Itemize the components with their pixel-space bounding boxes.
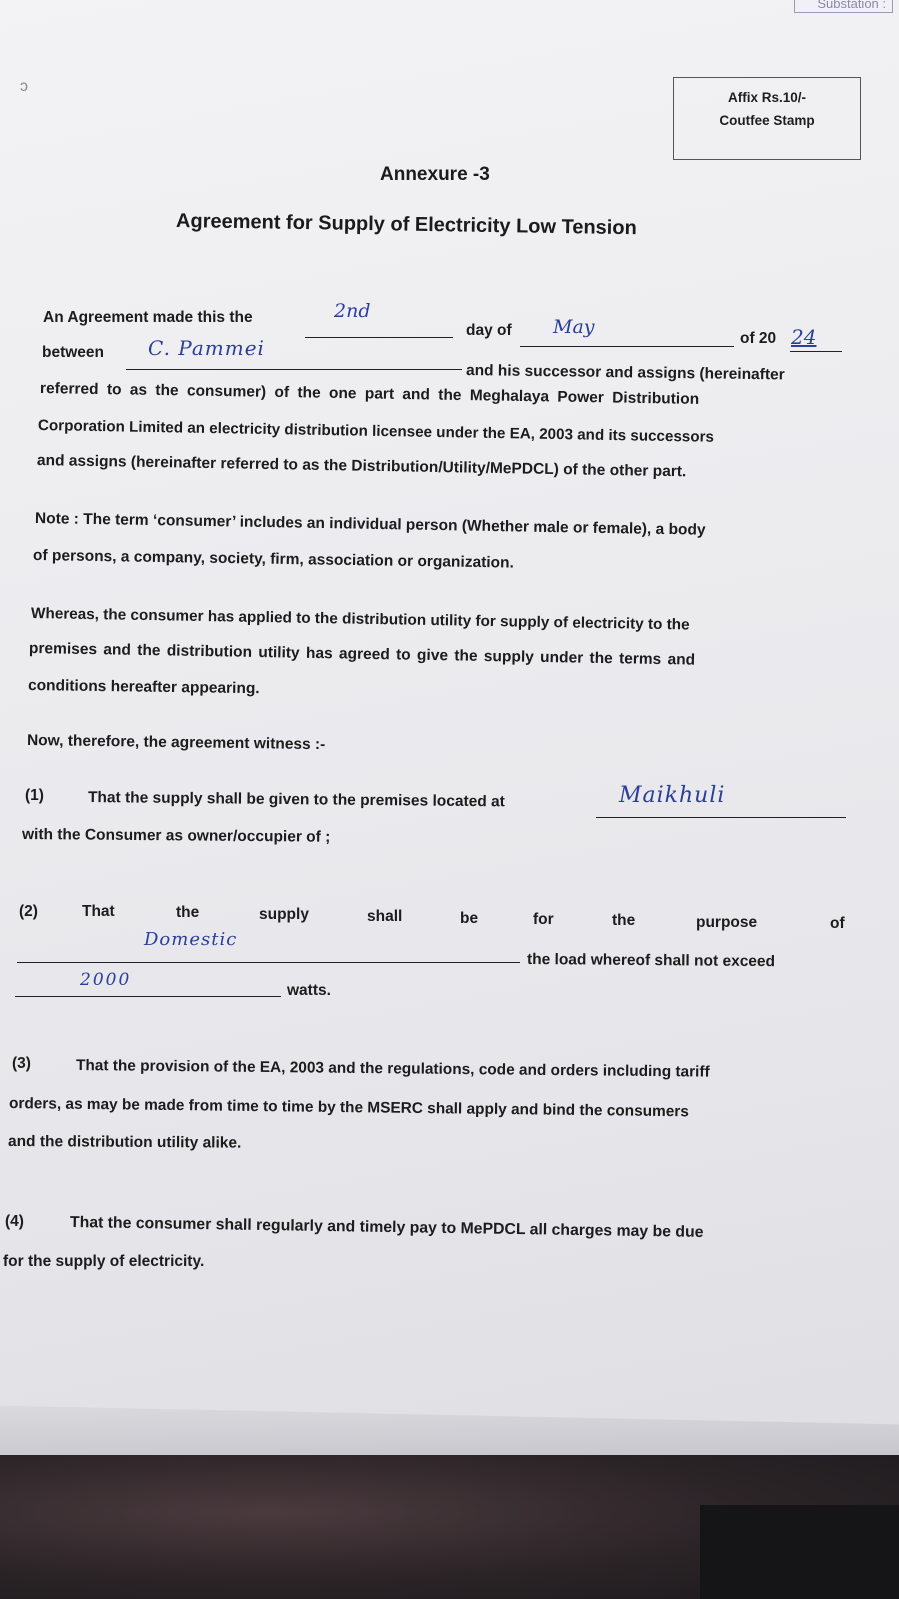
clause-4-number: (4)	[5, 1213, 24, 1230]
day-value: 2nd	[334, 300, 371, 322]
clause-2-word-3: supply	[259, 906, 309, 923]
load-blank	[15, 996, 281, 997]
clause-3-number: (3)	[12, 1055, 31, 1072]
clause-2-word-5: be	[460, 910, 479, 927]
clause-2-word-7: the	[612, 912, 636, 929]
purpose-blank	[17, 962, 520, 963]
year-blank	[790, 351, 842, 352]
annexure-heading: Annexure -3	[380, 164, 490, 185]
stamp-line-1: Affix Rs.10/-	[727, 90, 807, 105]
clause-1-number: (1)	[25, 787, 44, 804]
clause-2-word-8: purpose	[696, 914, 758, 931]
intro-line-3: referred to as the consumer) of the one part and the Meghalaya Power Distribution	[39, 380, 700, 408]
note-line-2: of persons, a company, society, firm, association or organization.	[32, 547, 514, 572]
stamp-box	[673, 77, 861, 160]
intro-made-prefix: An Agreement made this the	[43, 309, 253, 326]
pen-mark: ↄ	[20, 78, 28, 95]
clause-3-line-3: and the distribution utility alike.	[7, 1133, 242, 1152]
clause-3-line-2: orders, as may be made from time to time by the MSERC shall apply and bind the consumers	[8, 1095, 689, 1121]
watts-text: watts.	[287, 982, 331, 999]
day-blank	[305, 337, 453, 338]
whereas-line-2: premises and the distribution utility has agreed to give the supply under the terms and	[28, 640, 696, 669]
clause-2-word-9: of	[830, 915, 845, 932]
clause-2-word-4: shall	[367, 908, 403, 925]
year-prefix: of 20	[740, 330, 777, 347]
between-text: between	[42, 344, 105, 361]
document-title: Agreement for Supply of Electricity Low Tension	[175, 210, 637, 240]
intro-line-4: Corporation Limited an electricity distribution licensee under the EA, 2003 and its successors	[37, 417, 715, 446]
substation-label: Substation :	[794, 0, 893, 13]
consumer-name-value: C. Pammei	[148, 336, 265, 360]
clause-3-line-1: That the provision of the EA, 2003 and the regulations, code and orders including tariff	[75, 1057, 710, 1081]
clause-1-text: That the supply shall be given to the premises located at	[87, 789, 505, 811]
consumer-blank	[126, 369, 462, 370]
stamp-line-2: Coutfee Stamp	[719, 113, 815, 128]
clause-2-number: (2)	[19, 903, 38, 920]
purpose-value: Domestic	[144, 929, 238, 950]
note-line-1: Note : The term ‘consumer’ includes an individual person (Whether male or female), a body	[34, 510, 706, 539]
location-value: Maikhuli	[619, 783, 726, 808]
witness-line: Now, therefore, the agreement witness :-	[26, 732, 326, 754]
clause-1-line-2: with the Consumer as owner/occupier of ;	[21, 826, 331, 846]
background-shadow	[700, 1505, 899, 1599]
month-value: May	[553, 316, 595, 338]
intro-line-5: and assigns (hereinafter referred to as the Distribution/Utility/MePDCL) of the other part.	[36, 452, 687, 481]
clause-2-line-2-rest: the load whereof shall not exceed	[526, 951, 776, 971]
clause-4-line-1: That the consumer shall regularly and timely pay to MePDCL all charges may be due	[69, 1214, 704, 1241]
whereas-line-3: conditions hereafter appearing.	[27, 677, 260, 698]
intro-line-2-rest: and his successor and assigns (hereinafter	[465, 362, 785, 384]
day-of-text: day of	[466, 322, 512, 339]
load-value: 2000	[80, 970, 132, 990]
year-value: 24	[791, 325, 817, 349]
clause-2-word-6: for	[533, 911, 554, 928]
clause-4-line-2: for the supply of electricity.	[3, 1253, 205, 1270]
clause-2-word-1: That	[82, 903, 115, 920]
location-blank	[596, 817, 846, 818]
clause-2-word-2: the	[176, 904, 200, 921]
month-blank	[520, 346, 734, 347]
whereas-line-1: Whereas, the consumer has applied to the distribution utility for supply of electricity to the	[30, 605, 690, 634]
